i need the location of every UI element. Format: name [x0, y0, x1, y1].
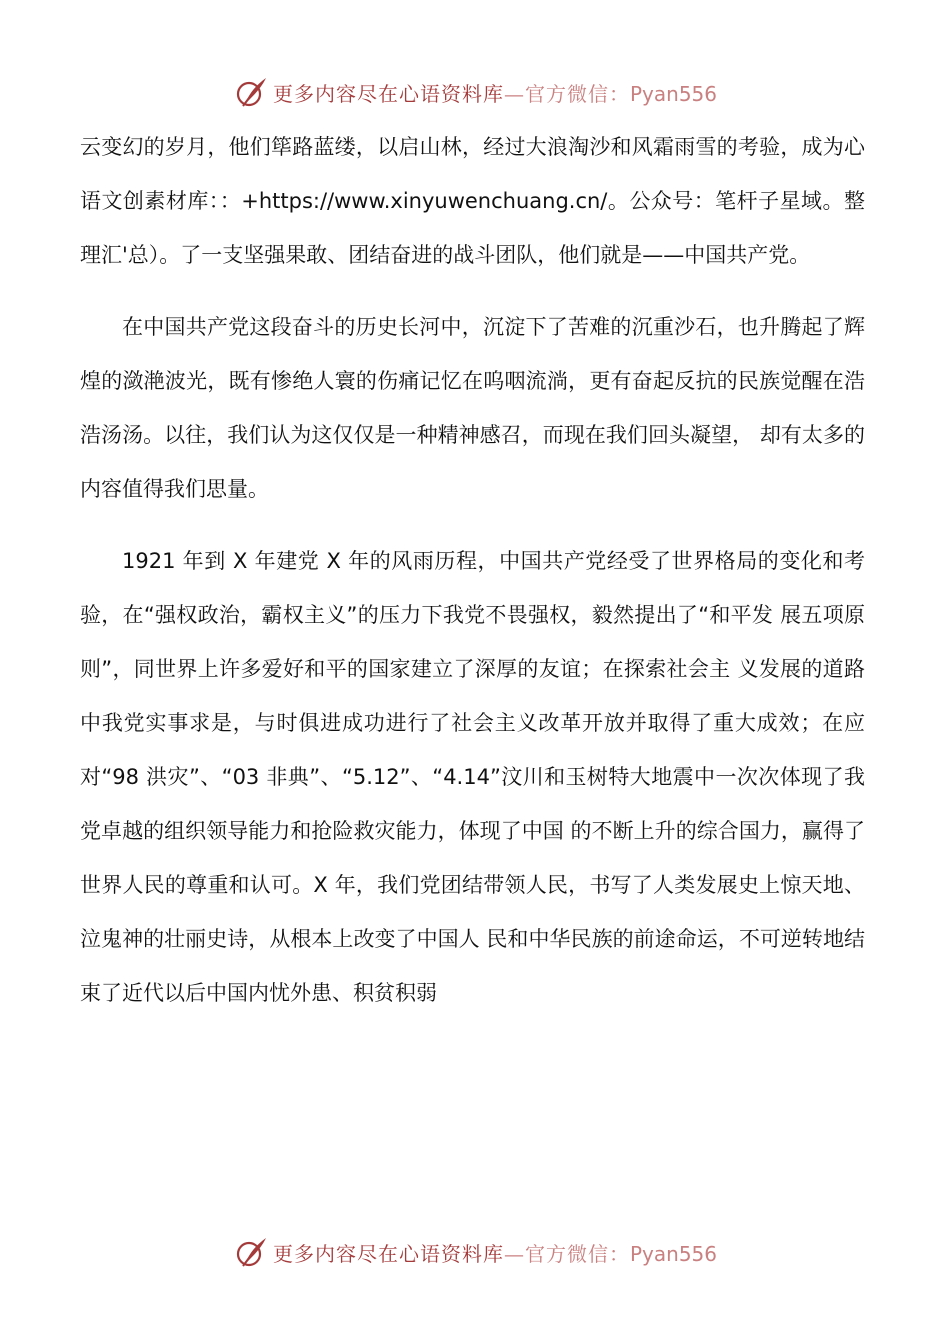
paragraph: 云变幻的岁月，他们筚路蓝缕，以启山林，经过大浪淘沙和风霜雨雪的考验，成为心语文创素材库：：+https://www.xinyuwenchuang.cn/。公众号：笔杆子星域。整理汇'总）。了一支坚强果敢、团结奋进的战斗团队，他们就是——中国共产党。 — [80, 135, 865, 267]
header-banner — [0, 72, 950, 112]
banner-main-text: 更多内容尽在心语资料库 — [272, 81, 504, 106]
footer-banner — [0, 1232, 950, 1272]
banner-separator: — — [503, 81, 525, 106]
paragraph: 1921 年到 X 年建党 X 年的风雨历程，中国共产党经受了世界格局的变化和考验，在“强权政治，霸权主义”的压力下我党不畏强权，毅然提出了“和平发 展五项原则”，同世界上许多爱好和平的国家建立了深厚的友谊；在探索社会主 义发展的道路中我党实事求是，与时俱进成功进行了社会主义改革开放并取得了重大成效；在应对“98 洪灾”、“03 非典”、“5.12”、“4.14”汶川和玉树特大地震中一次次体现了我党卓越的组织领导能力和抢险救灾能力，体现了中国 的不断上升的综合国力，赢得了世界人民的尊重和认可。X 年，我们党团结带领人民，书写了人类发展史上惊天地、泣鬼神的壮丽史诗，从根本上改变了中国人 民和中华民族的前途命运，不可逆转地结束了近代以后中国内忧外患、积贫积弱 — [80, 549, 865, 1005]
paragraph: 在中国共产党这段奋斗的历史长河中，沉淀下了苦难的沉重沙石，也升腾起了辉煌的潋滟波光，既有惨绝人寰的伤痛记忆在呜咽流淌，更有奋起反抗的民族觉醒在浩浩汤汤。以往，我们认为这仅仅是一种精神感召，而现在我们回头凝望， 却有太多的内容值得我们思量。 — [80, 315, 865, 501]
banner-official-label: 官方微信： — [524, 1241, 630, 1266]
document-body — [80, 120, 865, 1038]
feather-quill-logo-icon — [233, 1234, 269, 1270]
banner-text — [273, 1238, 717, 1267]
feather-quill-logo-icon — [233, 74, 269, 110]
banner-text — [273, 78, 717, 107]
banner-main-text: 更多内容尽在心语资料库 — [272, 1241, 504, 1266]
banner-wechat-id: Pyan556 — [629, 1241, 717, 1266]
banner-separator: — — [503, 1241, 525, 1266]
banner-wechat-id: Pyan556 — [629, 81, 717, 106]
banner-official-label: 官方微信： — [524, 81, 630, 106]
